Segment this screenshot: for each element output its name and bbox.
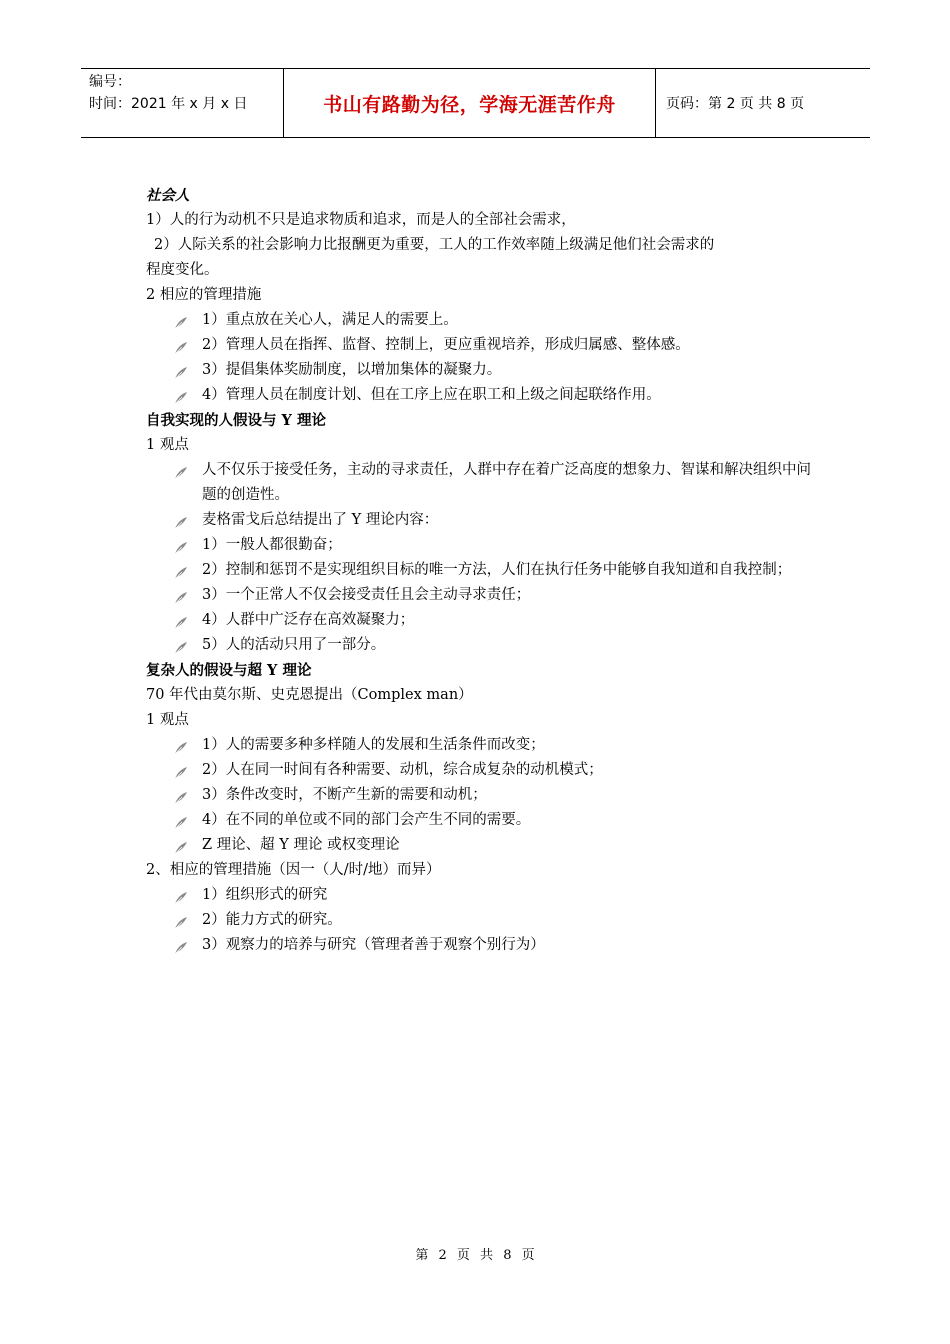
list-item: 2）控制和惩罚不是实现组织目标的唯一方法，人们在执行任务中能够自我知道和自我控制； [202, 558, 816, 583]
quill-bullet-icon [174, 939, 188, 953]
quill-bullet-icon [174, 564, 188, 578]
list-item: Z 理论、超 Y 理论 或权变理论 [202, 833, 816, 858]
quill-bullet-icon [174, 589, 188, 603]
paragraph: 70 年代由莫尔斯、史克恩提出（Complex man） [146, 687, 473, 703]
list-item: 4）人群中广泛存在高效凝聚力； [202, 608, 816, 633]
quill-bullet-icon [174, 839, 188, 853]
quill-bullet-icon [174, 739, 188, 753]
quill-bullet-icon [174, 639, 188, 653]
page-label: 页码：第 2 页 共 8 页 [666, 96, 805, 112]
header-motto-cell [283, 69, 656, 137]
paragraph: 程度变化。 [146, 262, 219, 278]
subheading: 1 观点 [146, 437, 189, 453]
quill-bullet-icon [174, 614, 188, 628]
quill-bullet-icon [174, 364, 188, 378]
list-item: 5）人的活动只用了一部分。 [202, 633, 816, 658]
number-label: 编号： [89, 74, 131, 90]
time-label: 时间：2021 年 x 月 x 日 [89, 96, 248, 112]
quill-bullet-icon [174, 764, 188, 778]
list-item: 人不仅乐于接受任务，主动的寻求责任，人群中存在着广泛高度的想象力、智谋和解决组织中问题的创造性。 [202, 458, 816, 508]
quill-bullet-icon [174, 914, 188, 928]
bullet-list [146, 308, 816, 408]
list-item: 2）能力方式的研究。 [202, 908, 816, 933]
quill-bullet-icon [174, 539, 188, 553]
list-item: 1）组织形式的研究 [202, 883, 816, 908]
paragraph: 2）人际关系的社会影响力比报酬更为重要，工人的工作效率随上级满足他们社会需求的 [154, 237, 715, 253]
motto: 书山有路勤为径，学海无涯苦作舟 [323, 93, 616, 116]
section-title-social: 社会人 [146, 187, 190, 204]
list-item: 4）管理人员在制度计划、但在工序上应在职工和上级之间起联络作用。 [202, 383, 816, 408]
quill-bullet-icon [174, 339, 188, 353]
bullet-list [146, 883, 816, 958]
quill-bullet-icon [174, 889, 188, 903]
quill-bullet-icon [174, 314, 188, 328]
list-item: 3）提倡集体奖励制度，以增加集体的凝聚力。 [202, 358, 816, 383]
paragraph: 1）人的行为动机不只是追求物质和追求，而是人的全部社会需求， [146, 212, 576, 228]
subheading: 2、相应的管理措施（因一（人/时/地）而异） [146, 862, 441, 878]
list-item: 1）一般人都很勤奋； [202, 533, 816, 558]
page-header [81, 68, 870, 138]
quill-bullet-icon [174, 464, 188, 478]
quill-bullet-icon [174, 789, 188, 803]
list-item: 3）观察力的培养与研究（管理者善于观察个别行为） [202, 933, 816, 958]
quill-bullet-icon [174, 514, 188, 528]
header-page-cell [656, 69, 870, 137]
bullet-list [146, 458, 816, 658]
section-title-self: 自我实现的人假设与 Y 理论 [146, 412, 326, 429]
page-footer: 第 2 页 共 8 页 [415, 1248, 535, 1263]
subheading: 2 相应的管理措施 [146, 287, 262, 303]
list-item: 2）管理人员在指挥、监督、控制上，更应重视培养，形成归属感、整体感。 [202, 333, 816, 358]
list-item: 1）重点放在关心人，满足人的需要上。 [202, 308, 816, 333]
bullet-list [146, 733, 816, 858]
list-item: 麦格雷戈后总结提出了 Y 理论内容： [202, 508, 816, 533]
quill-bullet-icon [174, 389, 188, 403]
subheading: 1 观点 [146, 712, 189, 728]
quill-bullet-icon [174, 814, 188, 828]
section-title-complex: 复杂人的假设与超 Y 理论 [146, 662, 312, 679]
list-item: 3）条件改变时，不断产生新的需要和动机； [202, 783, 816, 808]
document-body [146, 183, 816, 958]
list-item: 1）人的需要多种多样随人的发展和生活条件而改变； [202, 733, 816, 758]
list-item: 4）在不同的单位或不同的部门会产生不同的需要。 [202, 808, 816, 833]
list-item: 2）人在同一时间有各种需要、动机，综合成复杂的动机模式； [202, 758, 816, 783]
list-item: 3）一个正常人不仅会接受责任且会主动寻求责任； [202, 583, 816, 608]
header-meta [81, 69, 283, 137]
